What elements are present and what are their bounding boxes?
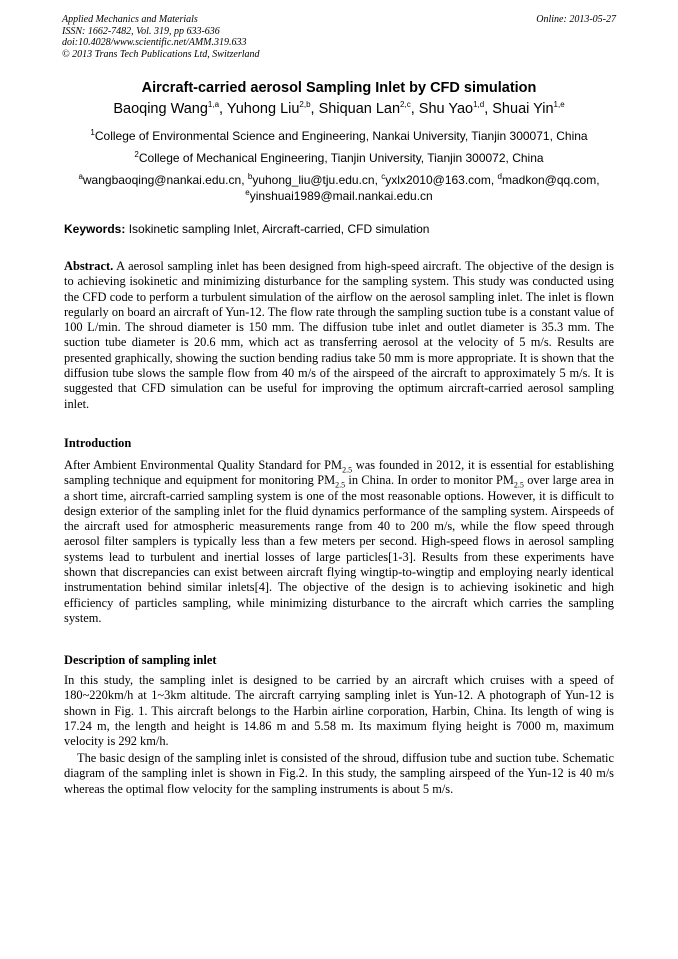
email[interactable]: $^c$yxlx2010@163.com [381,172,491,187]
abstract-label: Abstract. [64,259,114,273]
affiliation-2: $^2$College of Mechanical Engineering, Tianjin University, Tianjin 300072, China [134,150,544,165]
copyright: © 2013 Trans Tech Publications Ltd, Switzerland [62,48,260,60]
keywords [64,222,429,236]
affiliation-1: $^1$College of Environmental Science and Engineering, Nankai University, Tianjin 300071, China [90,128,588,143]
email[interactable]: $^e$yinshuai1989@mail.nankai.edu.cn [245,188,433,203]
issn: ISSN: 1662-7482, Vol. 319, pp 633-636 [62,25,220,37]
description-paragraph-1: In this study, the sampling inlet is designed to be carried by an aircraft which cruises with a speed of 180~220km/h at 1~3km altitude. The aircraft carrying sampling inlet is Yun-12. A photograph of Yun-12 is shown in Fig. 1. This aircraft belongs to the Harbin airline corporation, Harbin, China. Its length of wing is 17.24 m, the length and height is 14.86 m and 5.58 m. Its maximum flying height is 7000 m, maximum velocity is 292 km/h. [64,673,614,749]
introduction-heading: Introduction [64,436,132,450]
journal-info [62,14,260,60]
journal-name: Applied Mechanics and Materials [62,14,198,25]
email-list: $^a$wangbaoqing@nankai.edu.cn, $^b$yuhong_liu@tju.edu.cn, $^c$yxlx2010@163.com, $^d$madkon@qq.com, $^e$yinshuai1989@mail.nankai.edu.cn [78,172,600,203]
keywords-label: Keywords: [64,222,126,236]
doi: doi:10.4028/www.scientific.net/AMM.319.633 [62,37,247,48]
paper-title: Aircraft-carried aerosol Sampling Inlet by CFD simulation [141,80,537,96]
keywords-text: Isokinetic sampling Inlet, Aircraft-carried, CFD simulation [128,222,430,236]
author: Shuai Yin$^{1,e}$ [492,100,565,117]
email[interactable]: $^d$madkon@qq.com [497,172,597,187]
introduction-body: After Ambient Environmental Quality Standard for $PM_{2.5}$ was founded in 2012, it is essential for establishing sampling technique and equipment for monitoring $PM_{2.5}$ in China. In order to monitor $PM_{2.5}$ over large area in a short time, aircraft-carried sampling system is one of the most reasonable options. However, it is difficult to design exterior of the sampling inlet for the fluid dynamics performance of the sampling system. Airspeeds of the aircraft used for atmospheric measurements range from 40 to 200 m/s, while the flow speed through aerosol filter samplers is typically less than a few meters per second. High-speed flows in aerosol sampling systems lead to turbulent and inertial losses of large particles[1-3]. Results from these experiments have shown that discrepancies can exist between aircraft flying wingtip-to-wingtip and employing nearly identical instrumentation behind similar inlets[4]. The objective of the design is to achieving isokinetic and high efficiency of particles sampling, while minimizing disturbance to the aircraft which carries the sampling system. [64,458,614,625]
author-list: Baoqing Wang$^{1,a}$, Yuhong Liu$^{2,b}$, Shiquan Lan$^{2,c}$, Shu Yao$^{1,d}$, Shuai Yin$^{1,e}$ [113,100,565,117]
description-paragraph-2: The basic design of the sampling inlet is consisted of the shroud, diffusion tube and suction tube. Schematic diagram of the sampling inlet is shown in Fig.2. In this study, the sampling airspeed of the Yun-12 is 40 m/s whereas the optimal flow velocity for the sampling instruments is about 5 m/s. [64,751,614,796]
email[interactable]: $^a$wangbaoqing@nankai.edu.cn [78,172,242,187]
description-heading: Description of sampling inlet [64,653,217,667]
author: Baoqing Wang$^{1,a}$ [113,100,220,117]
abstract-text: A aerosol sampling inlet has been designed from high-speed aircraft. The objective of the design is to achieving isokinetic and minimizing disturbance for the sampling system. This study was conducted using the CFD code to perform a turbulent simulation of the airflow on the aerosol sampling inlet. The inlet is flown regularly on board an aircraft of Yun-12. The flow rate through the sampling suction tube is a constant value of 100 L/min. The shroud diameter is 150 mm. The diffusion tube inlet and outlet diameter is 35.3 mm. The suction tube diameter is 20.6 mm, which act as transferring aerosol at the velocity of 5 m/s. Results are presented graphically, showing the suction bending radius take 50 mm is more appropriate. It is shown that the diffusion tube slows the sample flow from 40 m/s of the airspeed of the aircraft to approximately 5 m/s. It is suggested that CFD simulation can be useful for improving the optimum aircraft-carried aerosol sampling inlet. [64,259,614,411]
online-date: Online: 2013-05-27 [536,14,616,25]
abstract [64,259,614,412]
author: Shiquan Lan$^{2,c}$ [318,100,411,117]
author: Shu Yao$^{1,d}$ [418,100,485,117]
email[interactable]: $^b$yuhong_liu@tju.edu.cn [247,172,375,187]
author: Yuhong Liu$^{2,b}$ [226,100,311,117]
